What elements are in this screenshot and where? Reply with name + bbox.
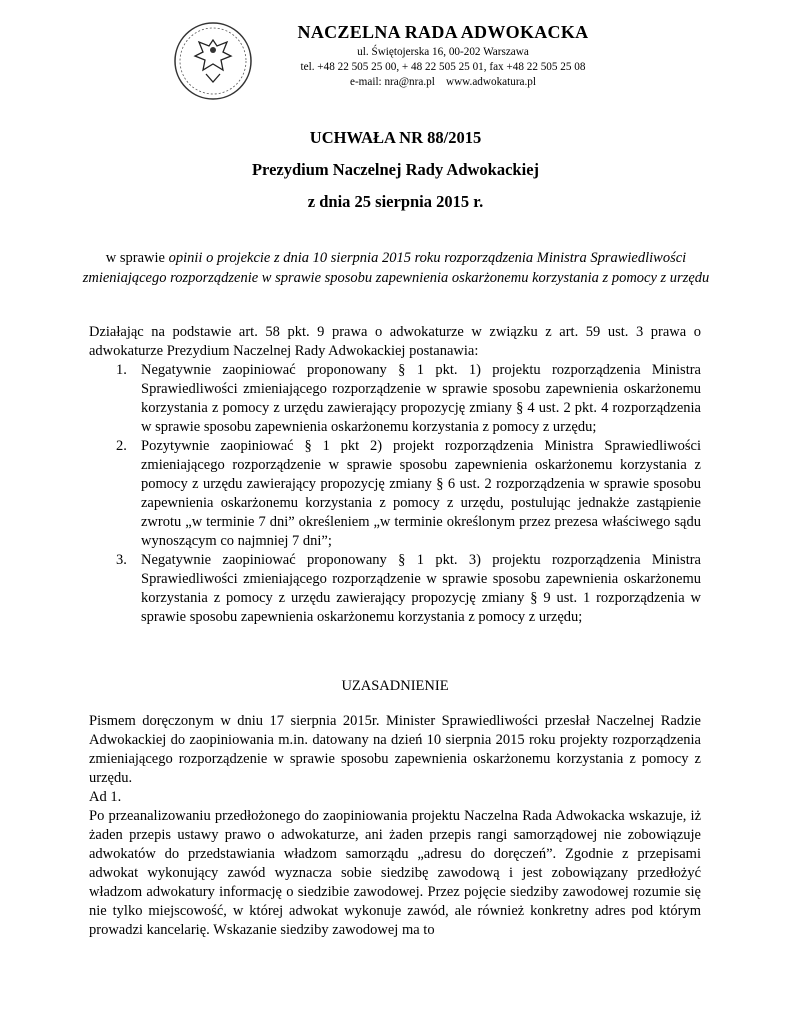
list-item — [89, 361, 701, 437]
item-number: 3. — [116, 552, 127, 568]
item-text: Negatywnie zaopiniować proponowany § 1 pkt. 1) projektu rozporządzenia Ministra Sprawiedliwości zmieniającego rozporządzenie w sprawie sposobu zapewnienia oskarżonemu korzystania z pomocy z urzędu zawierający propozycję zmiany § 4 ust. 2 pkt. 4 rozporządzenia w sprawie sposobu zapewnienia oskarżonemu korzystania z pomocy z urzędu; — [141, 362, 701, 435]
resolution-body: Prezydium Naczelnej Rady Adwokackiej — [251, 160, 540, 179]
decision-list — [89, 361, 701, 627]
letterhead — [283, 22, 603, 90]
item-number: 1. — [116, 362, 127, 378]
org-phone: tel. +48 22 505 25 00, + 48 22 505 25 01, fax +48 22 505 25 08 — [300, 61, 586, 73]
subject-prefix: w sprawie — [105, 250, 169, 266]
org-name: NACZELNA RADA ADWOKACKA — [297, 22, 589, 42]
list-item — [89, 551, 701, 627]
org-address: ul. Świętojerska 16, 00-202 Warszawa — [357, 46, 529, 58]
list-item — [89, 437, 701, 551]
org-email: e-mail: nra@nra.pl www.adwokatura.pl — [349, 76, 537, 88]
item-number: 2. — [116, 438, 127, 454]
justification-para-2: Po przeanalizowaniu przedłożonego do zaopiniowania projektu Naczelna Rada Adwokacka wskazuje, iż żaden przepis ustawy prawo o adwokaturze, ani żaden przepis rangi samorządowej nie zobowiązuje adwokatów do przedstawiania władzom samorządu „adresu do doręczeń”. Zgodnie z przepisami adwokat wykonujący zawód wyznacza sobie siedzibę zawodową i jest zobowiązany przedłożyć władzom adwokatury informację o siedzibie zawodowej. Przez pojęcie siedziby zawodowej rozumie się nie tylko miejscowość, w której adwokat wykonuje zawód, ale również konkretny adres pod którym prowadzi kancelarię. Wskazanie siedziby zawodowej ma to — [89, 808, 701, 938]
resolution-date: z dnia 25 sierpnia 2015 r. — [307, 192, 484, 211]
item-text: Negatywnie zaopiniować proponowany § 1 pkt. 3) projektu rozporządzenia Ministra Sprawiedliwości zmieniającego rozporządzenie w sprawie sposobu zapewnienia oskarżonemu korzystania z pomocy z urzędu zawierający propozycję zmiany § 9 ust. 1 rozporządzenia w sprawie sposobu zapewnienia oskarżonemu korzystania z pomocy z urzędu; — [141, 552, 701, 625]
resolution-subject — [80, 249, 712, 288]
preamble: Działając na podstawie art. 58 pkt. 9 prawa o adwokaturze w związku z art. 59 ust. 3 prawa o adwokaturze Prezydium Naczelnej Rady Adwokackiej postanawia: — [89, 324, 701, 359]
resolution-main — [89, 323, 701, 627]
resolution-number: UCHWAŁA NR 88/2015 — [309, 128, 482, 147]
justification-heading: UZASADNIENIE — [341, 678, 449, 694]
item-text: Pozytywnie zaopiniować § 1 pkt 2) projekt rozporządzenia Ministra Sprawiedliwości zmieniającego rozporządzenie w sprawie sposobu zapewnienia oskarżonemu korzystania z pomocy z urzędu zawierający propozycję zmiany § 6 ust. 2 rozporządzenia w sprawie sposobu zapewnienia oskarżonemu korzystania z pomocy z urzędu, postulując jednakże zastąpienie zwrotu „w terminie 7 dni” określeniem „w terminie określonym przez prezesa właściwego sądu wynoszącym co najmniej 7 dni”; — [141, 438, 701, 549]
justification-para-1: Pismem doręczonym w dniu 17 sierpnia 2015r. Minister Sprawiedliwości przesłał Naczelnej Radzie Adwokackiej do zaopiniowania m.in. datowany na dzień 10 sierpnia 2015 roku projekty rozporządzenia zmieniającego rozporządzenie w sprawie sposobu zapewnienia oskarżonemu korzystania z pomocy z urzędu. — [89, 713, 701, 786]
eagle-emblem-icon — [172, 20, 254, 102]
subject-italic: opinii o projekcie z dnia 10 sierpnia 2015 roku rozporządzenia Ministra Sprawiedliwości zmieniającego rozporządzenie w sprawie sposobu zapewnienia oskarżonemu korzystania z pomocy z urzędu — [82, 250, 710, 286]
justification-ad-1: Ad 1. — [89, 789, 122, 805]
justification — [89, 712, 701, 940]
